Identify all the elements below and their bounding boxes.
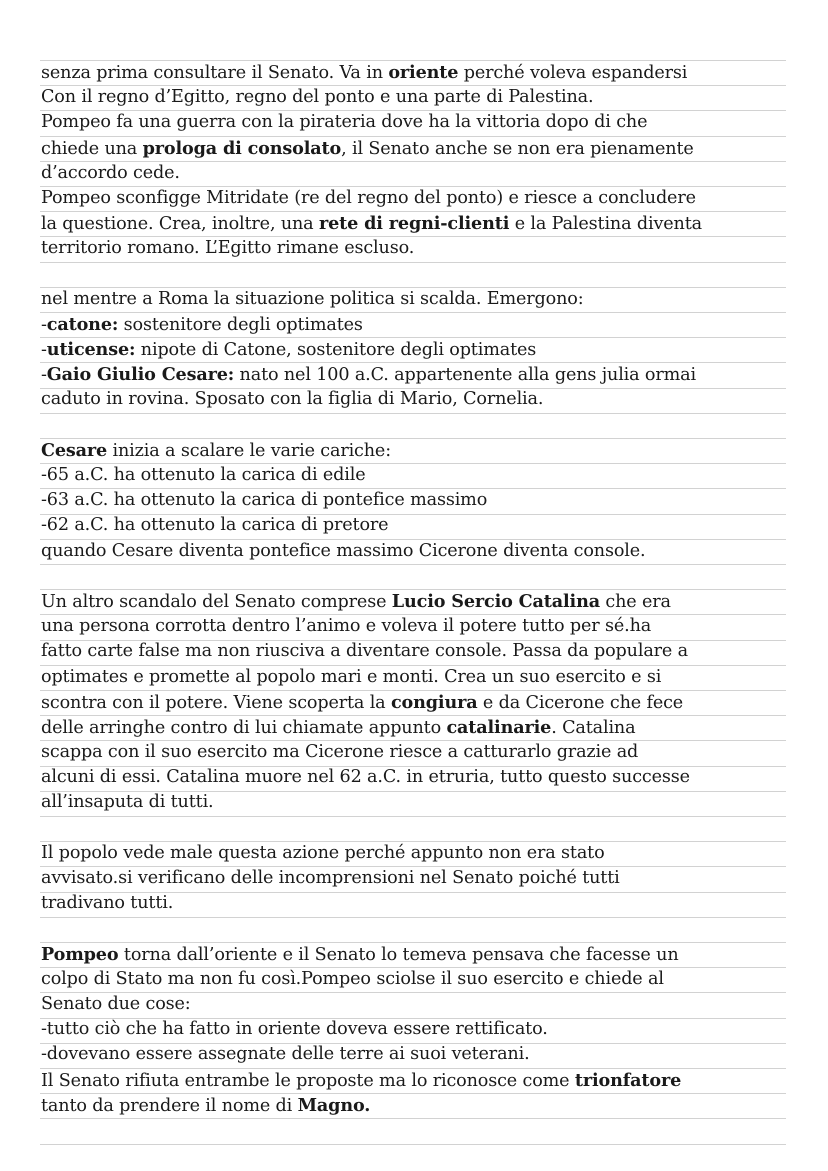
text-segment: Pompeo fa una guerra con la pirateria dove ha la vittoria dopo di che — [41, 112, 648, 133]
text-segment: avvisato.si verificano delle incomprensioni nel Senato poiché tutti — [41, 868, 620, 888]
text-line — [41, 312, 801, 337]
text-line — [41, 387, 801, 412]
text-line — [41, 161, 801, 186]
text-line — [41, 715, 801, 740]
text-segment: Pompeo sconfigge Mitridate (re del regno del ponto) e riesce a concludere — [41, 187, 696, 208]
text-segment: una persona corrotta dentro l’animo e voleva il potere tutto per sé.ha — [41, 616, 652, 637]
text-segment: optimates e promette al popolo mari e monti. Crea un suo esercito e si — [41, 666, 662, 687]
text-segment: la questione. Crea, inoltre, una — [41, 214, 319, 235]
text-line — [41, 186, 801, 211]
text-segment: all’insaputa di tutti. — [41, 792, 214, 813]
text-segment: d’accordo cede. — [41, 162, 180, 183]
text-segment: chiede una — [41, 138, 143, 159]
text-segment: -63 a.C. ha ottenuto la carica di pontefice massimo — [41, 490, 488, 511]
text-segment: tradivano tutti. — [41, 893, 174, 914]
text-line — [41, 639, 801, 664]
text-line — [41, 1017, 801, 1042]
bold-term: uticense: — [46, 339, 136, 361]
text-line — [41, 765, 801, 790]
text-segment: -tutto ciò che ha fatto in oriente doveva essere rettificato. — [41, 1019, 548, 1040]
bold-term: congiura — [390, 691, 478, 713]
blank-line — [41, 564, 801, 589]
text-line — [41, 60, 801, 85]
text-line — [41, 690, 801, 715]
text-line — [41, 614, 801, 639]
text-line — [41, 539, 801, 564]
bold-term: oriente — [388, 62, 459, 83]
text-line — [41, 740, 801, 765]
text-line — [41, 1042, 801, 1067]
text-segment: sostenitore degli optimates — [118, 314, 363, 335]
text-segment: , il Senato anche se non era pienamente — [341, 138, 694, 159]
text-segment: territorio romano. L’Egitto rimane escluso. — [41, 238, 415, 259]
text-segment: Con il regno d’Egitto, regno del ponto e una parte di Palestina. — [41, 87, 594, 108]
text-segment: delle arringhe contro di lui chiamate appunto — [41, 717, 447, 738]
text-segment: colpo di Stato ma non fu così.Pompeo sciolse il suo esercito e chiede al — [41, 968, 664, 989]
text-line — [41, 841, 801, 866]
text-segment: -62 a.C. ha ottenuto la carica di pretore — [41, 515, 389, 536]
text-line — [41, 110, 801, 135]
text-segment: - — [41, 340, 47, 361]
bold-term: catalinarie — [446, 716, 552, 738]
text-segment: fatto carte false ma non riusciva a diventare console. Passa da populare a — [41, 641, 688, 662]
bold-term: catone: — [46, 313, 119, 335]
text-segment: - — [41, 314, 47, 335]
text-segment: Il popolo vede male questa azione perché appunto non era stato — [41, 842, 605, 863]
bold-term: Pompeo — [41, 943, 119, 965]
text-segment: senza prima consultare il Senato. Va in — [41, 63, 389, 83]
blank-line — [41, 413, 801, 438]
text-line — [41, 1093, 801, 1118]
bold-term: rete di regni-clienti — [318, 213, 510, 235]
text-segment: Il Senato rifiuta entrambe le proposte ma lo riconosce come — [41, 1070, 575, 1091]
text-segment: alcuni di essi. Catalina muore nel 62 a.C. in etruria, tutto questo successe — [41, 767, 690, 788]
text-segment: scontra con il potere. Viene scoperta la — [41, 692, 391, 713]
text-line — [41, 942, 801, 967]
text-line — [41, 136, 801, 161]
text-segment: . Catalina — [551, 717, 636, 738]
text-line — [41, 463, 801, 488]
text-segment: torna dall’oriente e il Senato lo temeva pensava che facesse un — [118, 944, 679, 965]
text-line — [41, 488, 801, 513]
bold-term: Gaio Giulio Cesare: — [46, 364, 235, 386]
text-segment: e da Cicerone che fece — [477, 692, 684, 713]
bold-term: Lucio Sercio Catalina — [391, 590, 600, 612]
bold-term: Magno. — [297, 1094, 371, 1116]
text-line — [41, 992, 801, 1017]
bold-term: prologa di consolato — [142, 137, 342, 159]
text-line — [41, 362, 801, 387]
text-segment: nato nel 100 a.C. appartenente alla gens julia ormai — [234, 365, 696, 386]
bold-term: trionfatore — [574, 1069, 682, 1091]
text-segment: nipote di Catone, sostenitore degli optimates — [135, 340, 537, 361]
text-segment: scappa con il suo esercito ma Cicerone riesce a catturarlo grazie ad — [41, 742, 639, 763]
text-segment: perché voleva espandersi — [458, 63, 688, 83]
text-segment: - — [41, 365, 47, 386]
text-line — [41, 967, 801, 992]
text-segment: -65 a.C. ha ottenuto la carica di edile — [41, 465, 366, 485]
ruled-line — [40, 1144, 786, 1145]
text-line — [41, 866, 801, 891]
text-line — [41, 790, 801, 815]
text-line — [41, 891, 801, 916]
text-segment: Senato due cose: — [41, 993, 191, 1014]
notes-text — [41, 60, 801, 1118]
text-line — [41, 589, 801, 614]
text-line — [41, 513, 801, 538]
text-line — [41, 236, 801, 261]
blank-line — [41, 916, 801, 941]
text-segment: inizia a scalare le varie cariche: — [107, 440, 391, 461]
text-segment: che era — [599, 591, 671, 612]
text-segment: e la Palestina diventa — [509, 214, 702, 235]
text-line — [41, 211, 801, 236]
text-segment: nel mentre a Roma la situazione politica si scalda. Emergono: — [41, 288, 584, 309]
text-segment: Un altro scandalo del Senato comprese — [41, 591, 392, 612]
text-line — [41, 1068, 801, 1093]
text-segment: -dovevano essere assegnate delle terre ai suoi veterani. — [41, 1044, 530, 1065]
blank-line — [41, 262, 801, 287]
text-segment: caduto in rovina. Sposato con la figlia di Mario, Cornelia. — [41, 389, 544, 410]
text-line — [41, 665, 801, 690]
text-line — [41, 287, 801, 312]
bold-term: Cesare — [41, 439, 108, 461]
text-segment: tanto da prendere il nome di — [41, 1095, 298, 1116]
ruled-line — [40, 1118, 786, 1119]
text-line — [41, 438, 801, 463]
text-segment: quando Cesare diventa pontefice massimo Cicerone diventa console. — [41, 540, 646, 561]
text-line — [41, 85, 801, 110]
blank-line — [41, 816, 801, 841]
text-line — [41, 337, 801, 362]
